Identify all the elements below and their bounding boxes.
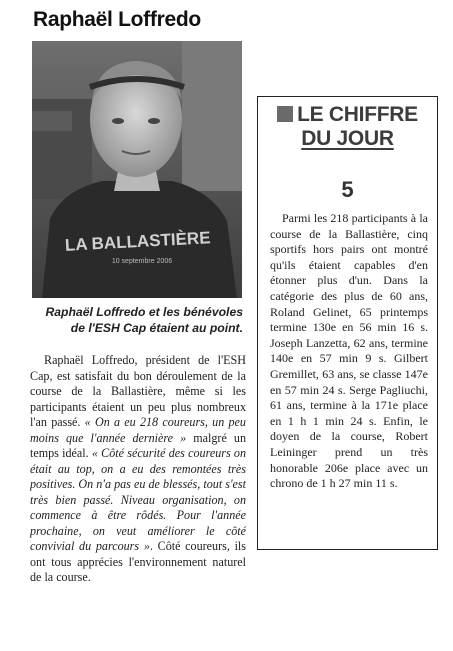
box-number: 5 [341, 177, 354, 202]
quote-2: « Côté sécurité des coureurs on était au top, on a eu des remontées très positives. On n'a pas eu de blessés, tout s'est très bien passé. Niveau organisation, on commence à être rôdés. Pour l'année prochaine, on veut améliorer le côté convivial du parcours » [30, 446, 246, 553]
shirt-subtext: 10 septembre 2006 [111, 258, 173, 265]
box-paragraph: Parmi les 218 participants à la course de la Ballastière, cinq sportifs hors pairs ont montré qu'ils étaient capables d'en étonner plus d'un. Dans la catégorie des plus de 60 ans, Roland Gelinet, 65 printemps termine 130e en 56 min 16 s. Joseph Lanzetta, 62 ans, termine 140e en 57 min 9 s. Gilbert Gremillet, 63 ans, se classe 147e en 57 min 24 s. Serge Pagliuchi, 61 ans, termine à la 171e place en 1 h 1 min 24 s. Enfin, le doyen de la course, Robert Leininger prend un très honorable 206e place avec un chrono de 1 h 27 min 11 s. [270, 211, 428, 491]
chiffre-du-jour-box [257, 96, 438, 550]
article-photo [32, 41, 242, 298]
box-title [258, 103, 437, 151]
body-intro: Raphaël Loffredo, président de l'ESH Cap, est satisfait du bon déroulement de la course de la Ballastière, même si les participants étaient un peu plus nombreux l'an passé. [30, 353, 246, 429]
quote-1: « On a eu 218 coureurs, un peu moins que l'année dernière » [30, 415, 246, 445]
article-headline: Raphaël Loffredo [33, 8, 201, 31]
box-title-line1: LE CHIFFRE [297, 103, 418, 126]
box-title-line2: DU JOUR [301, 127, 394, 150]
shirt-lettering: LA BALLASTIÈRE [64, 228, 211, 255]
body-end: . Côté coureurs, ils ont tous apprécies l'environnement naturel de la course. [30, 539, 246, 584]
square-bullet-icon [277, 106, 293, 122]
portrait-photo [32, 41, 242, 298]
box-body [270, 211, 428, 492]
body-mid: malgré un temps idéal. [30, 430, 247, 460]
photo-caption: Raphaël Loffredo et les bénévoles de l'ESH Cap étaient au point. [45, 305, 243, 335]
article-body [30, 353, 246, 586]
